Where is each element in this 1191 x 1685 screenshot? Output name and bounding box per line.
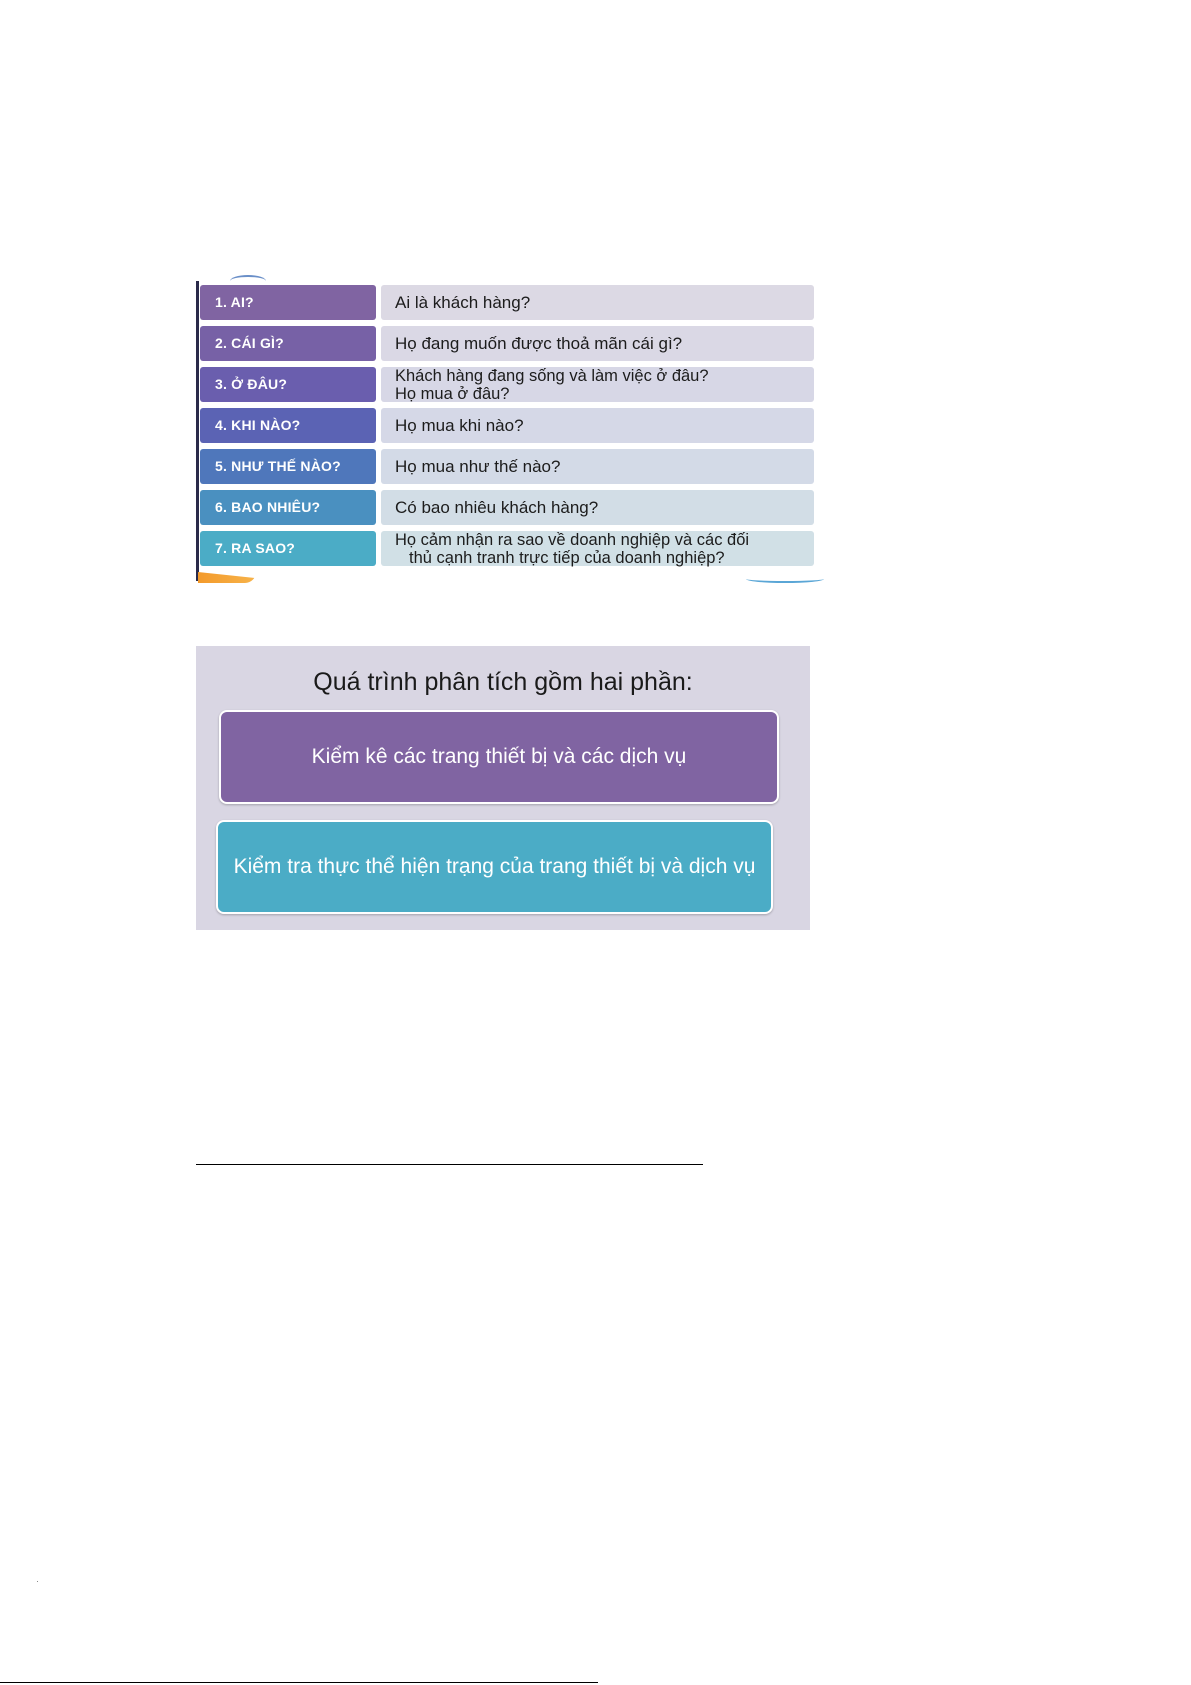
answer-line: thủ cạnh tranh trực tiếp của doanh nghiệp? <box>409 548 725 567</box>
analysis-title: Quá trình phân tích gồm hai phần: <box>313 668 693 696</box>
footnote-separator-bottom <box>0 1682 598 1683</box>
page-mark: · <box>36 1576 39 1586</box>
question-tag: 3. Ở ĐÂU? <box>200 367 376 402</box>
decorative-arc-bottom-right <box>746 575 824 583</box>
answer-line: Họ cảm nhận ra sao về doanh nghiệp và các đối <box>395 530 750 549</box>
question-answer <box>381 449 814 484</box>
question-tag: 6. BAO NHIÊU? <box>200 490 376 525</box>
question-answer <box>381 408 814 443</box>
figure-left-edge <box>196 281 199 581</box>
decorative-arc-bottom-left <box>198 572 256 583</box>
question-row-7 <box>200 531 818 566</box>
answer-line: Khách hàng đang sống và làm việc ở đâu? <box>395 366 709 385</box>
analysis-step-inspection: Kiểm tra thực thể hiện trạng của trang thiết bị và dịch vụ <box>216 820 773 914</box>
answer-line: Họ mua khi nào? <box>395 415 524 435</box>
questions-figure <box>196 281 824 583</box>
question-row-5 <box>200 449 818 484</box>
answer-line: Ai là khách hàng? <box>395 292 531 312</box>
question-row-4 <box>200 408 818 443</box>
analysis-process-figure <box>196 646 810 930</box>
question-answer <box>381 367 814 402</box>
analysis-step-inventory: Kiểm kê các trang thiết bị và các dịch vụ <box>219 710 779 804</box>
answer-line: Có bao nhiêu khách hàng? <box>395 497 599 517</box>
footnote-separator <box>196 1164 703 1165</box>
question-answer <box>381 531 814 566</box>
question-tag: 7. RA SAO? <box>200 531 376 566</box>
question-tag: 5. NHƯ THẾ NÀO? <box>200 449 376 484</box>
question-tag: 4. KHI NÀO? <box>200 408 376 443</box>
question-row-3 <box>200 367 818 402</box>
question-answer <box>381 285 814 320</box>
question-row-1 <box>200 285 818 320</box>
answer-line: Họ đang muốn được thoả mãn cái gì? <box>395 333 683 353</box>
answer-line: Họ mua như thế nào? <box>395 456 561 476</box>
question-tag: 2. CÁI GÌ? <box>200 326 376 361</box>
answer-line: Họ mua ở đâu? <box>395 384 510 403</box>
question-row-6 <box>200 490 818 525</box>
question-tag: 1. AI? <box>200 285 376 320</box>
question-answer <box>381 490 814 525</box>
question-answer <box>381 326 814 361</box>
question-row-2 <box>200 326 818 361</box>
